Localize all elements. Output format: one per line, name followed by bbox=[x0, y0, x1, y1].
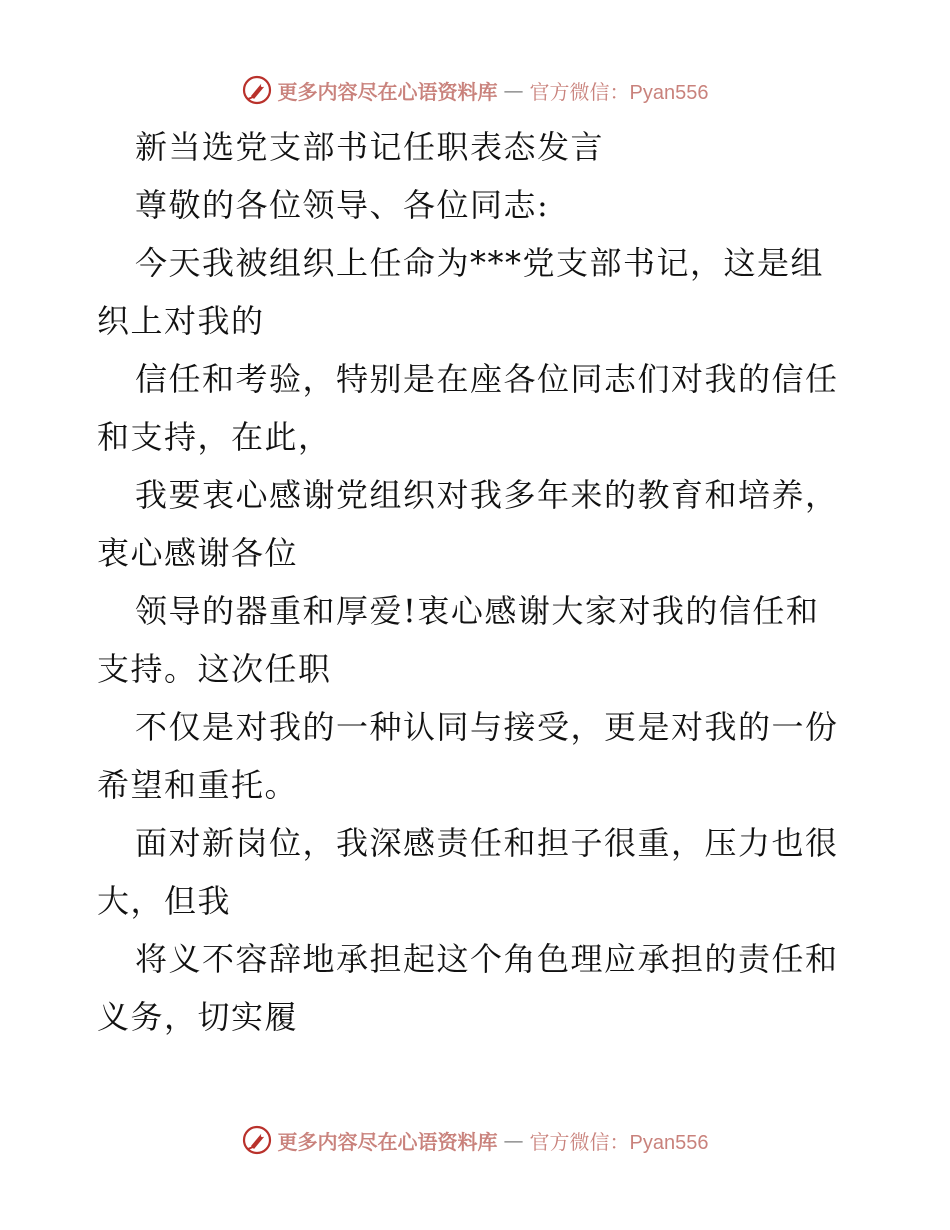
document-body bbox=[97, 118, 857, 1046]
text-line: 衷心感谢各位 bbox=[97, 534, 299, 572]
header-banner-text: 更多内容尽在心语资料库 bbox=[277, 79, 498, 104]
document-title: 新当选党支部书记任职表态发言 bbox=[135, 128, 605, 166]
text-line: 大，但我 bbox=[97, 882, 232, 920]
text-line: 织上对我的 bbox=[97, 302, 265, 340]
footer-banner-wechat: 官方微信：Pyan556 bbox=[529, 1131, 709, 1154]
header-banner bbox=[0, 72, 950, 108]
header-banner-separator: — bbox=[503, 78, 524, 102]
footer-banner bbox=[0, 1122, 950, 1158]
text-line: 希望和重托。 bbox=[97, 766, 299, 804]
text-line: 信任和考验，特别是在座各位同志们对我的信任 bbox=[135, 360, 839, 398]
pen-nib-logo-icon bbox=[242, 1125, 272, 1155]
text-line: 不仅是对我的一种认同与接受，更是对我的一份 bbox=[135, 708, 839, 746]
document-salutation: 尊敬的各位领导、各位同志: bbox=[135, 186, 550, 224]
document-paragraphs bbox=[97, 234, 857, 1046]
header-banner-wechat: 官方微信：Pyan556 bbox=[529, 81, 709, 104]
pen-nib-logo-icon bbox=[242, 75, 272, 105]
footer-banner-separator: — bbox=[503, 1128, 524, 1152]
footer-banner-text: 更多内容尽在心语资料库 bbox=[277, 1129, 498, 1154]
text-line: 义务，切实履 bbox=[97, 998, 299, 1036]
text-line: 我要衷心感谢党组织对我多年来的教育和培养， bbox=[135, 476, 839, 514]
text-line: 和支持，在此， bbox=[97, 418, 332, 456]
text-line: 今天我被组织上任命为***党支部书记，这是组 bbox=[135, 244, 825, 282]
text-line: 领导的器重和厚爱!衷心感谢大家对我的信任和 bbox=[135, 592, 820, 630]
text-line: 面对新岗位，我深感责任和担子很重，压力也很 bbox=[135, 824, 839, 862]
text-line: 将义不容辞地承担起这个角色理应承担的责任和 bbox=[135, 940, 839, 978]
text-line: 支持。这次任职 bbox=[97, 650, 332, 688]
